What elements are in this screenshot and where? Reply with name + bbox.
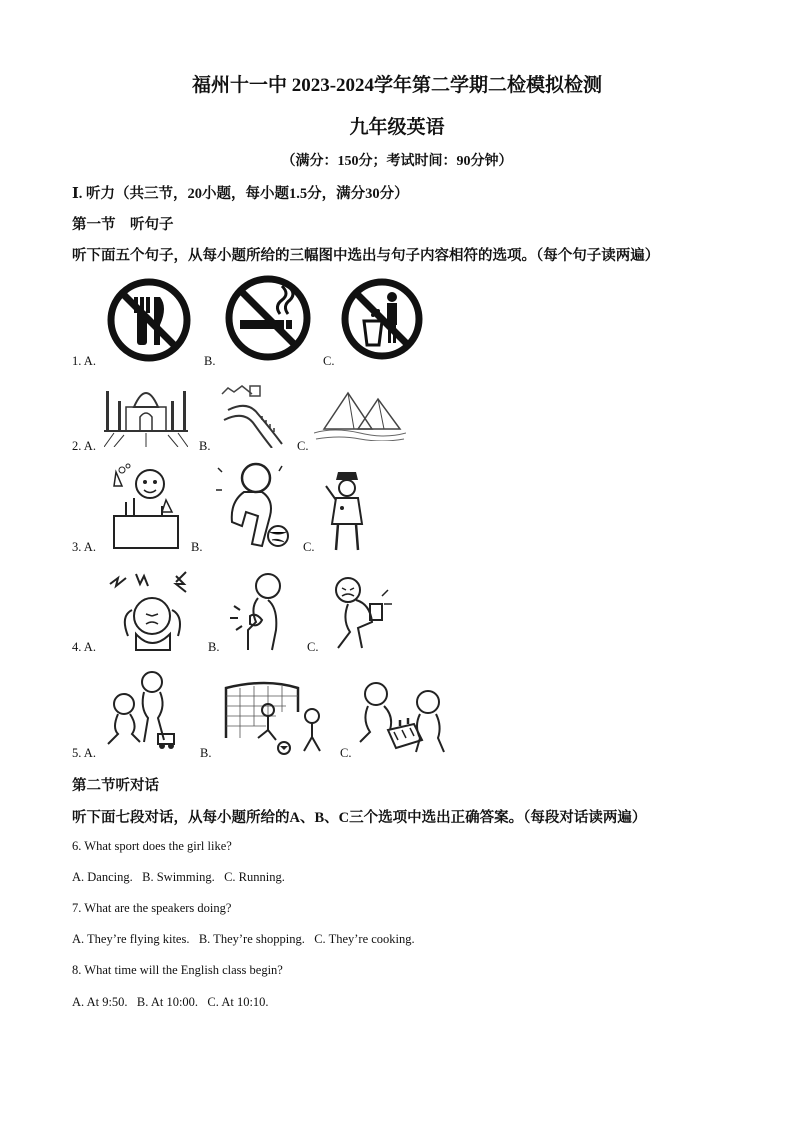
police-officer-picture bbox=[322, 470, 372, 552]
row4-label-a: 4. A. bbox=[72, 640, 96, 654]
row2-label-a: 2. A. bbox=[72, 439, 96, 453]
exam-subject: 九年级英语 bbox=[349, 117, 445, 138]
score-info: （满分：150分；考试时间：90分钟） bbox=[281, 154, 513, 169]
question-6: 6. What sport does the girl like? bbox=[72, 839, 232, 853]
row5-label-b: B. bbox=[200, 746, 212, 760]
section-heading: Ⅰ. 听力（共三节，20小题，每小题1.5分，满分30分） bbox=[72, 186, 409, 202]
row2-label-c: C. bbox=[297, 439, 309, 453]
kids-soccer-picture bbox=[220, 676, 328, 756]
part2-instruction: 听下面七段对话，从每小题所给的A、B、C三个选项中选出正确答案。（每段对话读两遍） bbox=[72, 810, 647, 826]
question-8: 8. What time will the English class begin? bbox=[72, 963, 283, 977]
row1-label-a: 1. A. bbox=[72, 354, 96, 368]
backache-picture bbox=[326, 574, 394, 652]
row4-label-c: C. bbox=[307, 640, 319, 654]
row1-label-b: B. bbox=[204, 354, 216, 368]
pyramids-picture bbox=[314, 385, 406, 441]
row4-label-b: B. bbox=[208, 640, 220, 654]
part2-title: 第二节听对话 bbox=[72, 778, 159, 794]
astronaut-picture bbox=[212, 460, 292, 550]
row5-label-c: C. bbox=[340, 746, 352, 760]
great-wall-picture bbox=[218, 380, 286, 448]
taj-mahal-picture bbox=[104, 377, 188, 447]
row3-label-a: 3. A. bbox=[72, 540, 96, 554]
question-7: 7. What are the speakers doing? bbox=[72, 901, 232, 915]
part1-title: 第一节 听句子 bbox=[72, 217, 174, 233]
row1-label-c: C. bbox=[323, 354, 335, 368]
no-eating-icon bbox=[106, 277, 192, 363]
kids-chess-picture bbox=[356, 680, 448, 756]
row3-label-b: B. bbox=[191, 540, 203, 554]
no-smoking-icon bbox=[224, 274, 312, 362]
scientist-picture bbox=[106, 462, 182, 550]
part1-instruction: 听下面五个句子，从每小题所给的三幅图中选出与句子内容相符的选项。（每个句子读两遍） bbox=[72, 248, 660, 264]
row5-label-a: 5. A. bbox=[72, 746, 96, 760]
kids-toy-car-picture bbox=[104, 668, 184, 752]
question-7-options: A. They’re flying kites. B. They’re shopping. C. They’re cooking. bbox=[72, 932, 415, 946]
question-8-options: A. At 9:50. B. At 10:00. C. At 10:10. bbox=[72, 995, 269, 1009]
row3-label-c: C. bbox=[303, 540, 315, 554]
row2-label-b: B. bbox=[199, 439, 211, 453]
no-littering-icon bbox=[340, 277, 424, 361]
exam-title: 福州十一中 2023-2024学年第二学期二检模拟检测 bbox=[191, 75, 603, 96]
headache-picture bbox=[106, 570, 198, 652]
knee-pain-picture bbox=[228, 570, 298, 652]
question-6-options: A. Dancing. B. Swimming. C. Running. bbox=[72, 870, 285, 884]
